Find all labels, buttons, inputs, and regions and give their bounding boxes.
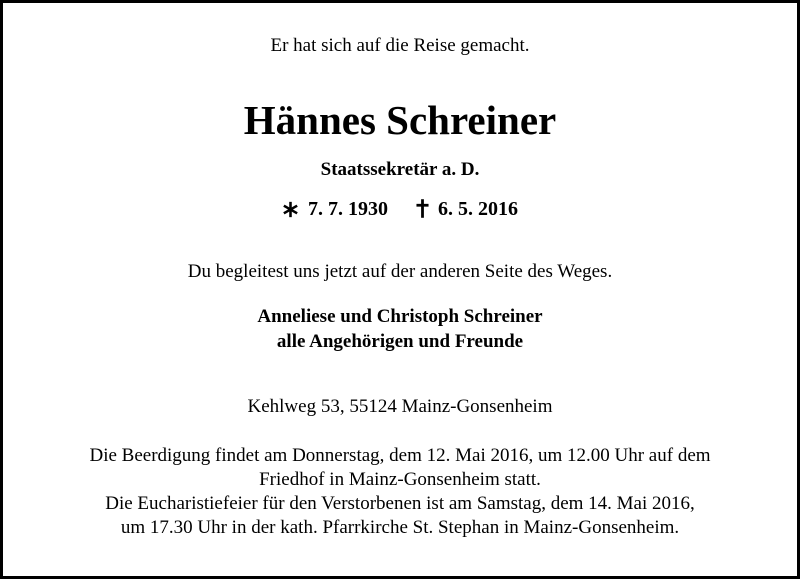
family-address: Kehlweg 53, 55124 Mainz-Gonsenheim	[247, 396, 553, 417]
mourner-line: alle Angehörigen und Freunde	[276, 331, 524, 352]
mourner-line: Anneliese und Christoph Schreiner	[257, 306, 543, 327]
details-line: Friedhof in Mainz-Gonsenheim statt.	[259, 469, 541, 490]
intro-text: Er hat sich auf die Reise gemacht.	[270, 35, 530, 56]
life-dates	[3, 196, 797, 225]
death-date: 6. 5. 2016	[438, 198, 518, 220]
birth-date: 7. 7. 1930	[308, 198, 388, 220]
star-icon	[282, 199, 299, 225]
deceased-title: Staatssekretär a. D.	[320, 159, 480, 180]
cross-icon	[416, 199, 429, 225]
details-line: Die Beerdigung findet am Donnerstag, dem 12. Mai 2016, um 12.00 Uhr auf dem	[89, 445, 711, 466]
mourners-block	[3, 304, 797, 354]
details-line: um 17.30 Uhr in der kath. Pfarrkirche St. Stephan in Mainz-Gonsenheim.	[120, 517, 680, 538]
deceased-name: Hännes Schreiner	[243, 97, 557, 143]
funeral-details	[3, 444, 797, 540]
details-line: Die Eucharistiefeier für den Verstorbenen ist am Samstag, dem 14. Mai 2016,	[105, 493, 695, 514]
farewell-text: Du begleitest uns jetzt auf der anderen Seite des Weges.	[187, 261, 613, 282]
